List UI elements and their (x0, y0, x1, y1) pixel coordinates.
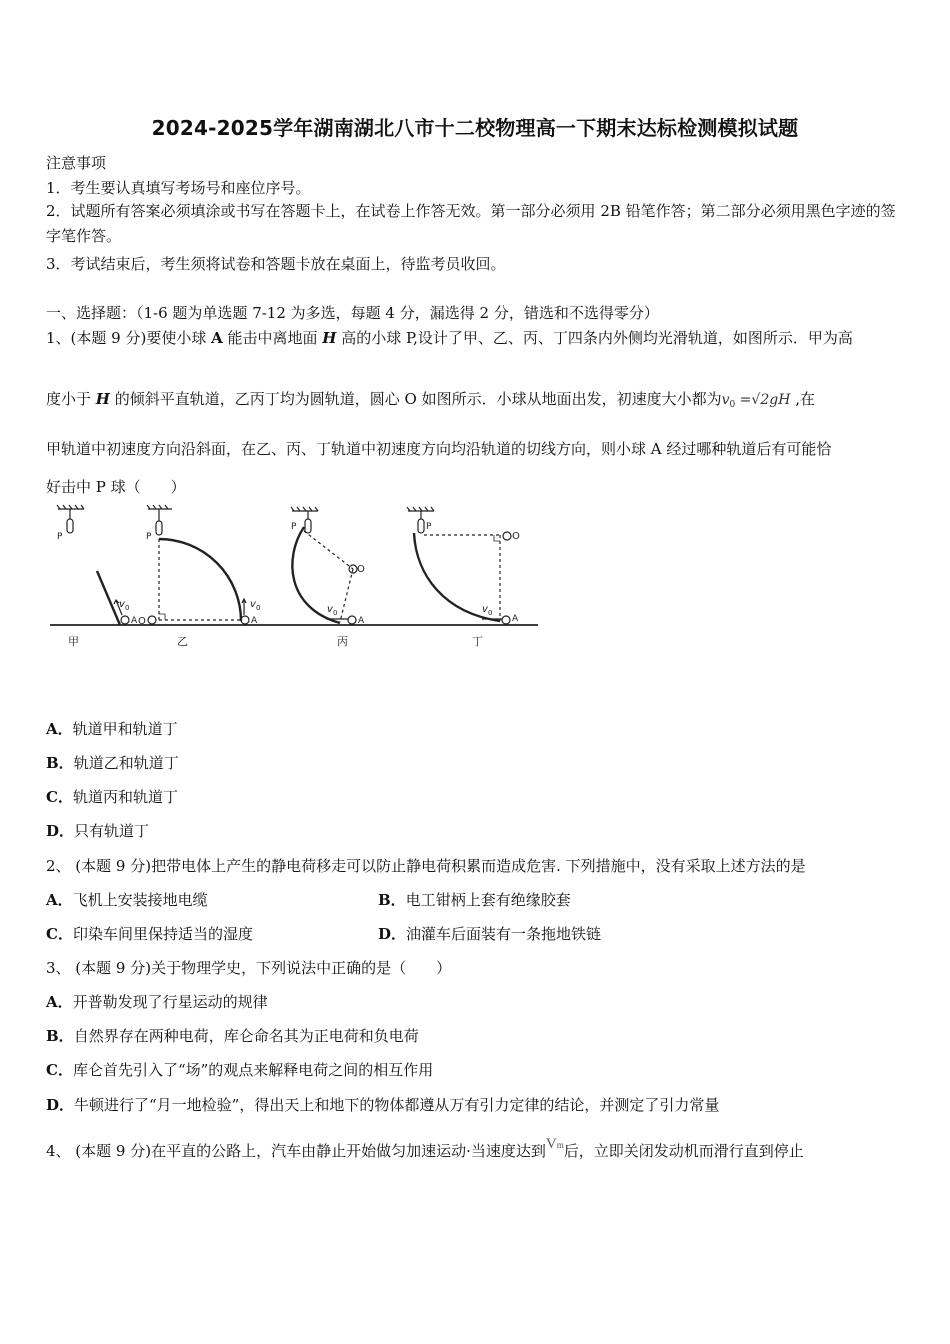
center-o (503, 532, 511, 540)
q1-line-3: 甲轨道中初速度方向沿斜面，在乙、丙、丁轨道中初速度方向均沿轨道的切线方向，则小球 A 经过哪种轨道后有可能恰 (46, 440, 832, 458)
page-title: 2024-2025学年湖南湖北八市十二校物理高一下期末达标检测模拟试题 (151, 116, 799, 140)
formula-sub: 0 (729, 400, 736, 410)
option-text: 油灌车后面装有一条拖地铁链 (406, 925, 602, 943)
option-letter: B． (46, 1027, 74, 1045)
option-letter: A． (46, 993, 73, 1011)
ball-a (348, 616, 356, 624)
section-heading: 一、选择题：（1-6 题为单选题 7-12 为多选，每题 4 分，漏选得 2 分，错选和不选得零分） (46, 304, 659, 322)
label-bing: 丙 (337, 635, 348, 648)
q1-option-a[interactable] (46, 718, 178, 739)
q1-ball-a: A (211, 329, 223, 347)
q3-option-d[interactable] (46, 1094, 719, 1115)
svg-text:P: P (146, 532, 152, 542)
ball-p (418, 519, 424, 533)
option-letter: A． (46, 891, 73, 909)
formula-rest: =√2gH (735, 392, 791, 408)
option-text: 轨道甲和轨道丁 (72, 720, 178, 738)
q4-stem (46, 1136, 804, 1161)
q2-stem: 2、 (本题 9 分)把带电体上产生的静电荷移走可以防止静电荷积累而造成危害. 下列措施中，没有采取上述方法的是 (46, 857, 806, 875)
svg-text:v: v (327, 604, 333, 615)
q3-option-a[interactable] (46, 991, 268, 1012)
option-letter: B． (378, 891, 406, 909)
q1-text: 的倾斜平直轨道，乙丙丁均为圆轨道，圆心 O 如图所示．小球从地面出发，初速度大小都为 (109, 390, 722, 408)
notice-heading: 注意事项 (46, 154, 107, 172)
ball-a (241, 616, 249, 624)
q1-text: 1、(本题 9 分)要使小球 (46, 329, 212, 347)
q4-text: 4、 (本题 9 分)在平直的公路上，汽车由静止开始做匀加速运动·当速度达到 (46, 1142, 546, 1160)
option-text: 印染车间里保持适当的湿度 (72, 925, 253, 943)
svg-text:0: 0 (256, 604, 261, 612)
q1-option-c[interactable] (46, 786, 178, 807)
option-letter: D． (378, 925, 407, 943)
svg-text:A: A (131, 616, 138, 626)
label-jia: 甲 (68, 635, 79, 648)
q2-option-a[interactable] (46, 889, 208, 910)
q1-line-1 (46, 327, 853, 348)
track-bing (291, 507, 357, 624)
q1-option-b[interactable] (46, 752, 179, 773)
svg-text:0: 0 (333, 609, 338, 617)
option-letter: D． (46, 822, 75, 840)
q1-option-d[interactable] (46, 820, 149, 841)
svg-text:A: A (512, 614, 519, 624)
option-text: 只有轨道丁 (74, 822, 150, 840)
option-text: 轨道乙和轨道丁 (73, 754, 179, 772)
track-ding (407, 507, 511, 624)
arc-track (159, 539, 241, 621)
q2-option-c[interactable] (46, 923, 253, 944)
option-text: 自然界存在两种电荷，库仑命名其为正电荷和负电荷 (73, 1027, 419, 1045)
option-letter: B． (46, 754, 74, 772)
option-text: 电工钳柄上套有绝缘胶套 (405, 891, 571, 909)
svg-text:P: P (57, 532, 63, 542)
ball-p (67, 519, 73, 533)
q3-option-b[interactable] (46, 1025, 419, 1046)
option-letter: A． (46, 720, 73, 738)
option-text: 牛顿进行了“月一地检验”，得出天上和地下的物体都遵从万有引力定律的结论，并测定了引力常量 (74, 1096, 720, 1114)
svg-text:P: P (426, 522, 432, 532)
q1-line-4: 好击中 P 球（ ） (46, 478, 186, 496)
svg-text:0: 0 (488, 609, 493, 617)
q1-text: 度小于 (46, 390, 96, 408)
q1-height-h: H (95, 390, 110, 408)
label-yi: 乙 (177, 635, 188, 648)
q1-text: 能击中离地面 (222, 329, 323, 347)
option-text: 飞机上安装接地电缆 (72, 891, 208, 909)
svg-text:O: O (512, 531, 520, 542)
label-ding: 丁 (472, 635, 483, 648)
svg-text:O: O (357, 564, 365, 575)
notice-item-2: 2．试题所有答案必须填涂或书写在答题卡上，在试卷上作答无效。第一部分必须用 2B 铅笔作答；第二部分必须用黑色字迹的签字笔作答。 (46, 202, 896, 245)
formula-v: v (721, 392, 730, 408)
q2-option-b[interactable] (378, 889, 571, 910)
q1-velocity-formula (722, 392, 791, 408)
ball-a (121, 616, 129, 624)
svg-text:v: v (250, 599, 256, 610)
svg-text:A: A (358, 616, 365, 626)
notice-item-3: 3．考试结束后，考生须将试卷和答题卡放在桌面上，待监考员收回。 (46, 255, 506, 273)
q3-stem: 3、 (本题 9 分)关于物理学史，下列说法中正确的是（ ） (46, 959, 452, 977)
option-text: 开普勒发现了行星运动的规律 (72, 993, 268, 1011)
option-letter: C． (46, 925, 73, 943)
q1-line-2 (46, 388, 815, 410)
svg-text:A: A (251, 616, 258, 626)
option-letter: C． (46, 1061, 73, 1079)
q4-vm-symbol (546, 1136, 564, 1152)
svg-text:v: v (482, 604, 488, 615)
track-diagram (46, 503, 540, 659)
notice-item-1: 1．考生要认真填写考场号和座位序号。 (46, 179, 311, 197)
center-o (148, 616, 156, 624)
svg-text:P: P (291, 522, 297, 532)
option-letter: C． (46, 788, 73, 806)
q3-option-c[interactable] (46, 1059, 433, 1080)
svg-text:O: O (138, 616, 146, 627)
q1-text: 高的小球 P,设计了甲、乙、丙、丁四条内外侧均光滑轨道，如图所示．甲为高 (336, 329, 853, 347)
q1-height-h: H (322, 329, 337, 347)
ball-p (305, 519, 311, 533)
q1-text: ,在 (790, 390, 815, 408)
svg-text:v: v (119, 599, 125, 610)
ball-a (502, 616, 510, 624)
option-letter: D． (46, 1096, 75, 1114)
svg-text:0: 0 (125, 604, 130, 612)
option-text: 库仑首先引入了“场”的观点来解释电荷之间的相互作用 (72, 1061, 434, 1079)
q4-text: 后，立即关闭发动机而滑行直到停止 (563, 1142, 804, 1160)
incline-track (97, 571, 120, 625)
track-yi (147, 505, 249, 624)
option-text: 轨道丙和轨道丁 (72, 788, 178, 806)
vm-sub: m (556, 1140, 564, 1150)
vm-v: V (545, 1136, 557, 1152)
ball-p (156, 521, 162, 535)
q2-option-d[interactable] (378, 923, 601, 944)
